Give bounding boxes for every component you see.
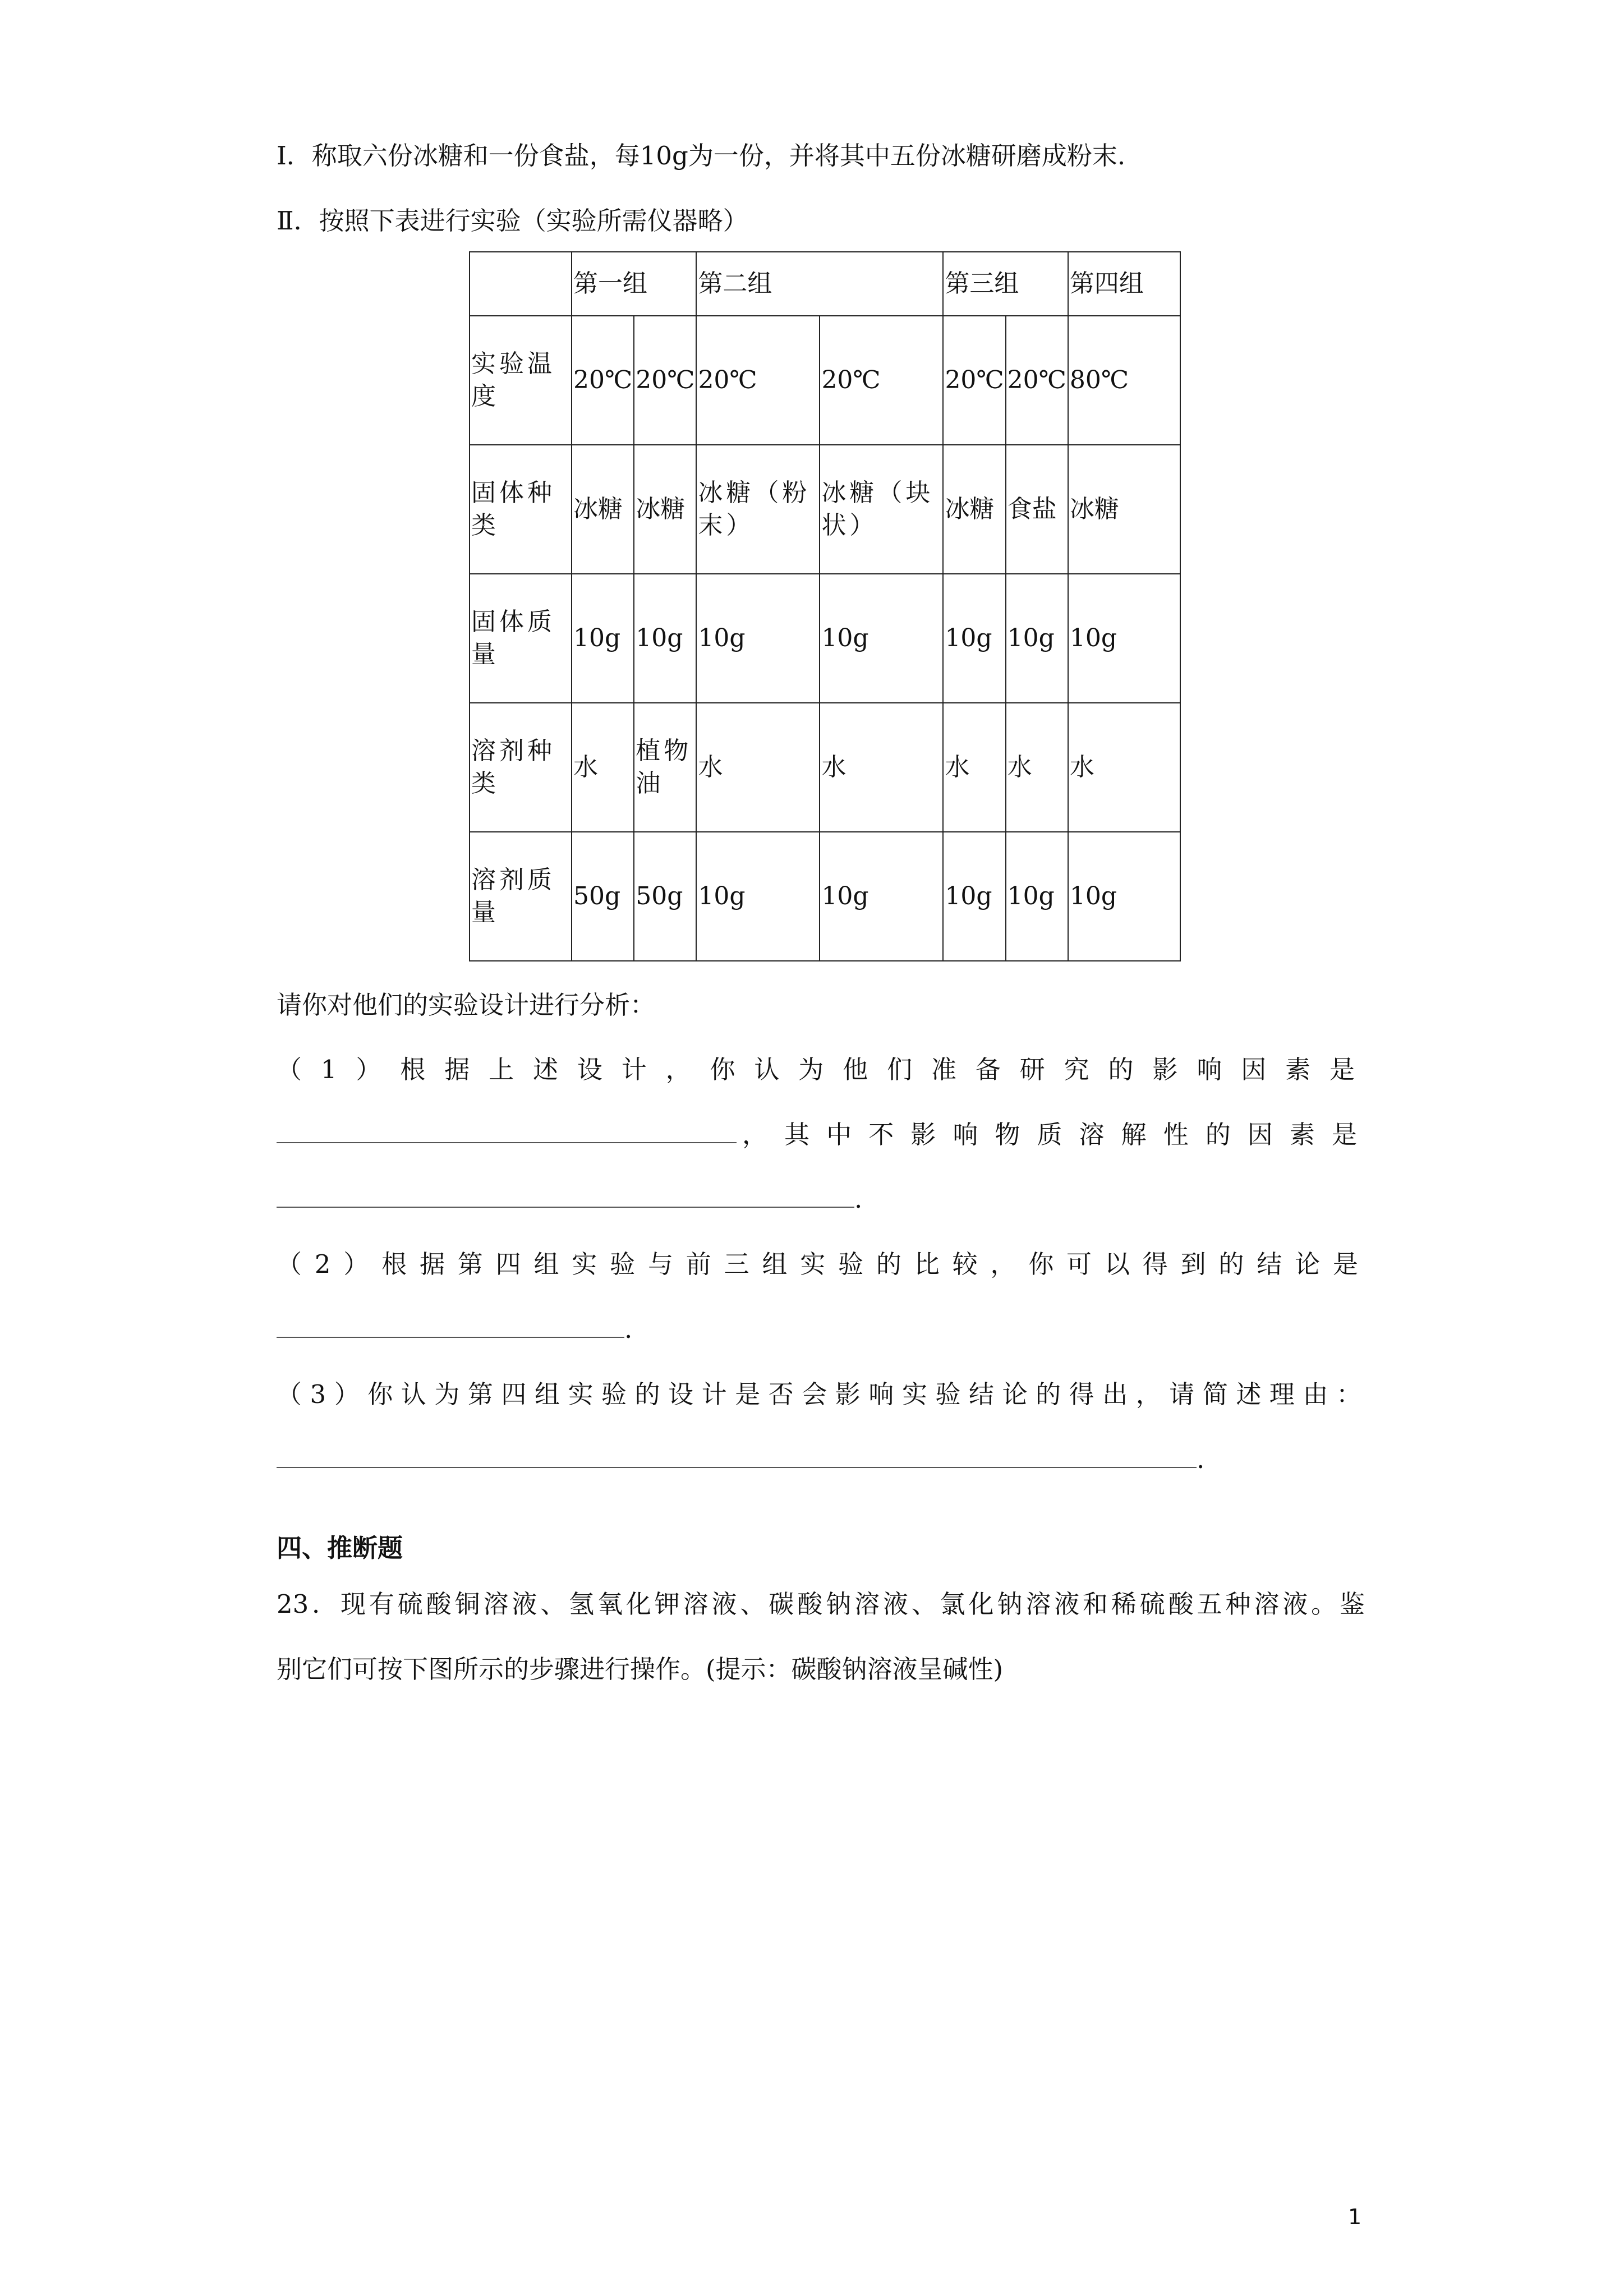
row-label: 固体质量 xyxy=(470,574,572,703)
question-1-text-2: ，其中不影响物质溶解性的因素是 xyxy=(742,1120,1365,1149)
table-cell: 20℃ xyxy=(943,316,1005,445)
table-cell: 冰糖 xyxy=(1068,445,1180,574)
question-1-line-2 xyxy=(277,1118,1365,1152)
table-row xyxy=(470,574,1180,703)
step-2: Ⅱ．按照下表进行实验（实验所需仪器略） xyxy=(277,206,748,236)
table-row xyxy=(470,703,1180,832)
table-cell: 10g xyxy=(1068,832,1180,961)
table-cell: 50g xyxy=(634,832,696,961)
table-cell: 10g xyxy=(943,832,1005,961)
table-cell: 植物油 xyxy=(634,703,696,832)
header-cell: 第二组 xyxy=(696,252,943,316)
analysis-intro: 请你对他们的实验设计进行分析： xyxy=(277,990,656,1020)
table-cell: 20℃ xyxy=(634,316,696,445)
question-3-line-2 xyxy=(277,1443,1204,1476)
table-cell: 水 xyxy=(696,703,820,832)
question-2-text: （2）根据第四组实验与前三组实验的比较，你可以得到的结论是 xyxy=(277,1249,1365,1279)
period: . xyxy=(1197,1444,1205,1474)
header-cell xyxy=(470,252,572,316)
page-number: 1 xyxy=(1348,2205,1362,2229)
table-cell: 10g xyxy=(696,574,820,703)
table-cell: 冰糖 xyxy=(943,445,1005,574)
table-cell: 10g xyxy=(1006,832,1068,961)
table-cell: 80℃ xyxy=(1068,316,1180,445)
question-23-text-1: 23．现有硫酸铜溶液、氢氧化钾溶液、碳酸钠溶液、氯化钠溶液和稀硫酸五种溶液。鉴 xyxy=(277,1589,1365,1619)
question-2-line-1 xyxy=(277,1248,1365,1281)
table-cell: 20℃ xyxy=(572,316,634,445)
period: . xyxy=(624,1314,633,1344)
header-cell: 第三组 xyxy=(943,252,1068,316)
period: . xyxy=(854,1184,863,1214)
row-label: 固体种类 xyxy=(470,445,572,574)
table-cell: 20℃ xyxy=(1006,316,1068,445)
table-cell: 水 xyxy=(943,703,1005,832)
header-cell: 第一组 xyxy=(572,252,696,316)
question-3-text: （3）你认为第四组实验的设计是否会影响实验结论的得出，请简述理由： xyxy=(277,1379,1365,1409)
table-cell: 水 xyxy=(1006,703,1068,832)
table-cell: 食盐 xyxy=(1006,445,1068,574)
table-row xyxy=(470,832,1180,961)
table-cell: 冰糖 xyxy=(572,445,634,574)
table-cell: 20℃ xyxy=(820,316,943,445)
header-cell: 第四组 xyxy=(1068,252,1180,316)
table-cell: 10g xyxy=(820,574,943,703)
row-label: 溶剂质量 xyxy=(470,832,572,961)
row-label: 实验温度 xyxy=(470,316,572,445)
table-cell: 冰糖 xyxy=(634,445,696,574)
table-cell: 水 xyxy=(572,703,634,832)
answer-blank-4[interactable] xyxy=(277,1443,1197,1468)
step-1: Ⅰ．称取六份冰糖和一份食盐，每10g为一份，并将其中五份冰糖研磨成粉末. xyxy=(277,141,1126,171)
answer-blank-2[interactable] xyxy=(277,1183,854,1208)
table-cell: 冰糖（粉末） xyxy=(696,445,820,574)
table-cell: 水 xyxy=(820,703,943,832)
table-row xyxy=(470,316,1180,445)
experiment-table xyxy=(469,251,1181,961)
table-cell: 20℃ xyxy=(696,316,820,445)
table-cell: 10g xyxy=(943,574,1005,703)
table-cell: 水 xyxy=(1068,703,1180,832)
row-label: 溶剂种类 xyxy=(470,703,572,832)
question-3-line-1 xyxy=(277,1378,1365,1411)
table-cell: 冰糖（块状） xyxy=(820,445,943,574)
question-23-line-2: 别它们可按下图所示的步骤进行操作。(提示：碳酸钠溶液呈碱性) xyxy=(277,1654,1004,1684)
question-1-line-1 xyxy=(277,1053,1365,1087)
question-23-line-1 xyxy=(277,1588,1365,1621)
table-cell: 50g xyxy=(572,832,634,961)
table-cell: 10g xyxy=(1068,574,1180,703)
table-cell: 10g xyxy=(634,574,696,703)
table-header-row xyxy=(470,252,1180,316)
table-cell: 10g xyxy=(572,574,634,703)
table-cell: 10g xyxy=(820,832,943,961)
table-cell: 10g xyxy=(696,832,820,961)
question-2-line-2 xyxy=(277,1313,632,1346)
section-title: 四、推断题 xyxy=(277,1533,403,1563)
question-1-line-3 xyxy=(277,1182,862,1216)
answer-blank-3[interactable] xyxy=(277,1313,624,1338)
table-cell: 10g xyxy=(1006,574,1068,703)
table-row xyxy=(470,445,1180,574)
answer-blank-1[interactable] xyxy=(277,1119,737,1143)
question-1-text: （1）根据上述设计，你认为他们准备研究的影响因素是 xyxy=(277,1055,1365,1084)
